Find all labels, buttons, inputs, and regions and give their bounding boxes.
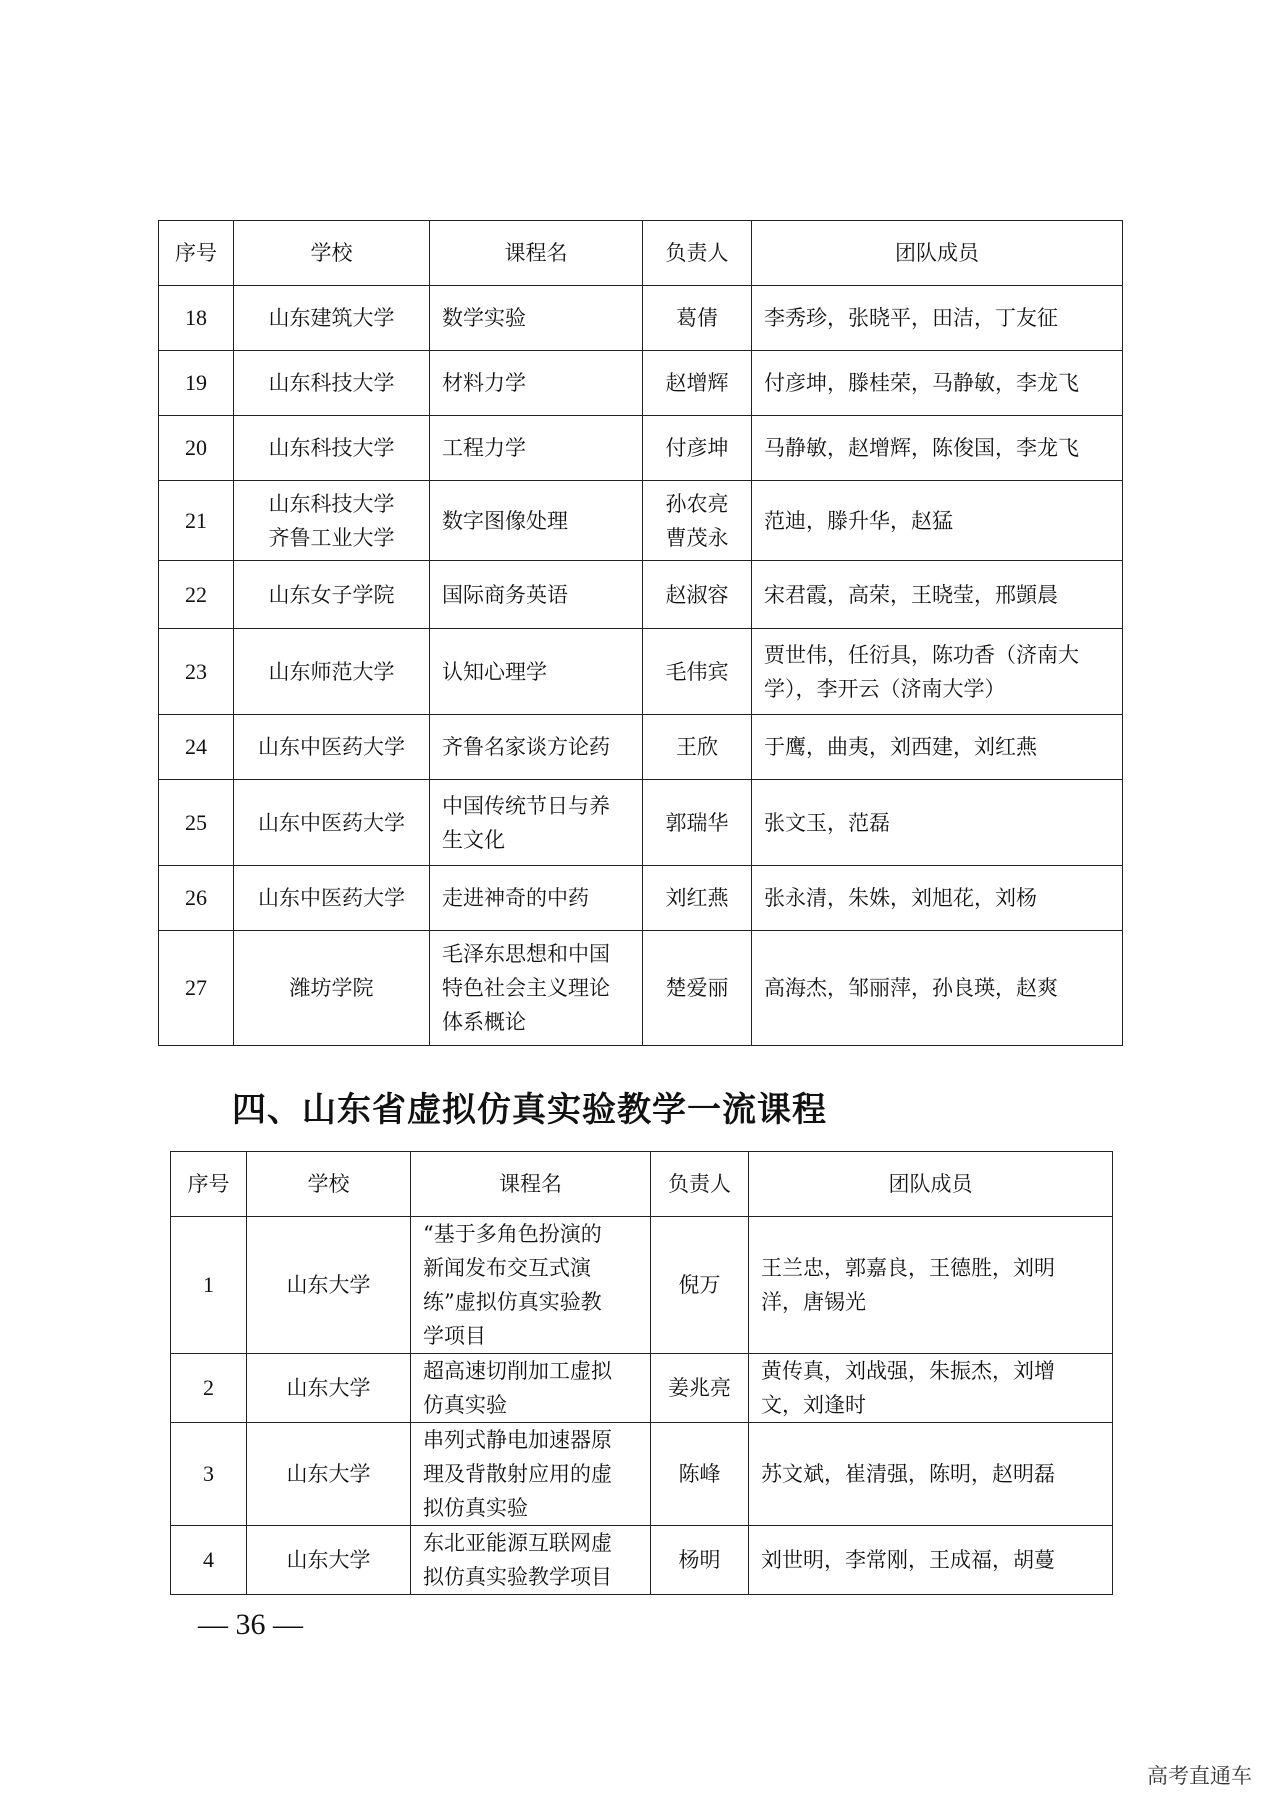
cell-leader-line: 杨明 [678, 1548, 721, 1572]
cell-school-line: 山东大学 [286, 1462, 371, 1486]
cell-course-line: 国际商务英语 [442, 582, 568, 607]
header-index: 序号 [171, 1152, 247, 1217]
cell-course-line: 练”虚拟仿真实验教 [423, 1290, 602, 1314]
cell-members [749, 1354, 1113, 1423]
cell-index: 27 [159, 931, 234, 1046]
cell-course [430, 286, 643, 351]
cell-course-line: 拟仿真实验教学项目 [423, 1565, 612, 1589]
cell-school [247, 1423, 411, 1526]
table-row [171, 1526, 1113, 1595]
cell-leader [643, 715, 752, 780]
cell-leader-line: 王欣 [676, 735, 718, 759]
cell-members-line: 张文玉，范磊 [764, 810, 890, 835]
table-row [159, 866, 1123, 931]
table-body [159, 286, 1123, 1046]
header-members: 团队成员 [749, 1152, 1113, 1217]
cell-course [411, 1526, 651, 1595]
cell-index: 3 [171, 1423, 247, 1526]
cell-course [411, 1354, 651, 1423]
cell-members-line: 付彦坤，滕桂荣，马静敏，李龙飞 [764, 371, 1079, 395]
cell-index: 23 [159, 629, 234, 715]
table-row [159, 286, 1123, 351]
cell-school-line: 山东师范大学 [268, 659, 395, 684]
cell-course-line: 认知心理学 [442, 659, 547, 684]
cell-leader-line: 刘红燕 [665, 886, 729, 910]
cell-leader-line: 曹茂永 [665, 525, 729, 550]
cell-school [234, 351, 430, 416]
cell-leader-line: 倪万 [678, 1273, 721, 1297]
cell-leader [651, 1423, 749, 1526]
cell-members-line: 学），李开云（济南大学） [764, 676, 1006, 701]
cell-school [234, 481, 430, 561]
header-index: 序号 [159, 221, 234, 286]
cell-members [752, 931, 1123, 1046]
cell-course-line: 材料力学 [442, 371, 526, 395]
cell-index: 24 [159, 715, 234, 780]
table-row [159, 715, 1123, 780]
watermark: 高考直通车 [1147, 1764, 1252, 1788]
cell-school [247, 1526, 411, 1595]
table-row [159, 780, 1123, 866]
cell-leader-line: 陈峰 [678, 1462, 721, 1486]
cell-course-line: 齐鲁名家谈方论药 [442, 735, 610, 759]
cell-members-line: 张永清，朱姝，刘旭花，刘杨 [764, 886, 1037, 910]
cell-course-line: 仿真实验 [423, 1393, 507, 1417]
cell-members-line: 李秀珍，张晓平，田洁，丁友征 [764, 306, 1058, 330]
cell-course-line: 中国传统节日与养 [442, 793, 610, 818]
header-school: 学校 [247, 1152, 411, 1217]
cell-school-line: 山东中医药大学 [258, 886, 405, 910]
cell-members-line: 王兰忠，郭嘉良，王德胜，刘明 [761, 1256, 1055, 1280]
virtual-simulation-course-table [170, 1151, 1113, 1595]
cell-leader [643, 931, 752, 1046]
cell-members-line: 文，刘逢时 [761, 1393, 866, 1417]
table-row [159, 481, 1123, 561]
cell-leader-line: 付彦坤 [665, 436, 729, 460]
cell-course [430, 481, 643, 561]
header-school: 学校 [234, 221, 430, 286]
table-row [171, 1354, 1113, 1423]
cell-members [752, 351, 1123, 416]
cell-school-line: 山东建筑大学 [268, 306, 395, 330]
cell-index: 4 [171, 1526, 247, 1595]
cell-school [234, 629, 430, 715]
cell-members [752, 780, 1123, 866]
cell-index: 26 [159, 866, 234, 931]
header-leader: 负责人 [651, 1152, 749, 1217]
cell-school [234, 286, 430, 351]
cell-members-line: 苏文斌，崔清强，陈明，赵明磊 [761, 1462, 1055, 1486]
cell-school-line: 山东大学 [286, 1548, 371, 1572]
header-leader: 负责人 [643, 221, 752, 286]
cell-school [247, 1354, 411, 1423]
cell-school [234, 931, 430, 1046]
table-row [159, 629, 1123, 715]
cell-members [752, 866, 1123, 931]
cell-course-line: 走进神奇的中药 [442, 886, 589, 910]
cell-course-line: 拟仿真实验 [423, 1496, 528, 1520]
cell-leader-line: 楚爱丽 [665, 976, 729, 1000]
cell-leader [643, 481, 752, 561]
page-number: — 36 — [198, 1608, 303, 1641]
cell-course [430, 715, 643, 780]
table-row [171, 1423, 1113, 1526]
cell-school-line: 山东科技大学 [268, 436, 395, 460]
cell-leader-line: 毛伟宾 [665, 659, 729, 684]
table-row [171, 1217, 1113, 1354]
cell-leader [643, 561, 752, 629]
header-course: 课程名 [430, 221, 643, 286]
cell-course-line: 特色社会主义理论 [442, 976, 610, 1000]
cell-leader-line: 孙农亮 [665, 491, 729, 516]
cell-leader [643, 286, 752, 351]
cell-leader [643, 351, 752, 416]
cell-leader [651, 1217, 749, 1354]
cell-course-line: 数字图像处理 [442, 508, 568, 533]
cell-leader-line: 葛倩 [676, 306, 718, 330]
cell-members-line: 高海杰，邹丽萍，孙良瑛，赵爽 [764, 976, 1058, 1000]
cell-members-line: 马静敏，赵增辉，陈俊国，李龙飞 [764, 436, 1079, 460]
cell-school [247, 1217, 411, 1354]
cell-course [430, 561, 643, 629]
cell-course [411, 1217, 651, 1354]
cell-index: 1 [171, 1217, 247, 1354]
cell-leader [643, 416, 752, 481]
cell-course [430, 780, 643, 866]
cell-course-line: 串列式静电加速器原 [423, 1428, 612, 1452]
table-body [171, 1217, 1113, 1595]
cell-members [749, 1423, 1113, 1526]
cell-leader-line: 姜兆亮 [668, 1376, 731, 1400]
cell-index: 20 [159, 416, 234, 481]
cell-course [430, 931, 643, 1046]
table-row [159, 561, 1123, 629]
cell-course-line: 工程力学 [442, 436, 526, 460]
cell-index: 18 [159, 286, 234, 351]
cell-course [430, 629, 643, 715]
cell-leader [643, 866, 752, 931]
cell-course [430, 416, 643, 481]
cell-school-line: 山东科技大学 [268, 491, 395, 516]
cell-leader [643, 629, 752, 715]
cell-school-line: 山东中医药大学 [258, 735, 405, 759]
cell-index: 25 [159, 780, 234, 866]
cell-leader [643, 780, 752, 866]
cell-members [752, 715, 1123, 780]
cell-course-line: 体系概论 [442, 1010, 526, 1034]
cell-course-line: 学项目 [423, 1324, 486, 1348]
course-table-part3 [158, 220, 1123, 1046]
header-members: 团队成员 [752, 221, 1123, 286]
cell-index: 22 [159, 561, 234, 629]
cell-school-line: 山东科技大学 [268, 371, 395, 395]
cell-course-line: 毛泽东思想和中国 [442, 942, 610, 966]
cell-course-line: “基于多角色扮演的 [423, 1222, 602, 1246]
cell-course [411, 1423, 651, 1526]
cell-members [752, 481, 1123, 561]
cell-index: 21 [159, 481, 234, 561]
table-row [159, 416, 1123, 481]
table-row [159, 931, 1123, 1046]
cell-members-line: 贾世伟，任衍具，陈功香（济南大 [764, 642, 1079, 667]
cell-course-line: 新闻发布交互式演 [423, 1256, 591, 1280]
cell-members-line: 于鹰，曲夷，刘西建，刘红燕 [764, 735, 1037, 759]
cell-members [749, 1217, 1113, 1354]
table-header-row [159, 221, 1123, 286]
cell-leader [651, 1526, 749, 1595]
cell-course-line: 理及背散射应用的虚 [423, 1462, 612, 1486]
cell-course [430, 866, 643, 931]
cell-members [752, 286, 1123, 351]
cell-school-line: 山东大学 [286, 1376, 371, 1400]
cell-leader [651, 1354, 749, 1423]
cell-leader-line: 郭瑞华 [665, 810, 729, 835]
cell-course-line: 超高速切削加工虚拟 [423, 1359, 612, 1383]
cell-school-line: 山东中医药大学 [258, 810, 405, 835]
cell-members [752, 629, 1123, 715]
cell-index: 19 [159, 351, 234, 416]
cell-course [430, 351, 643, 416]
cell-school [234, 715, 430, 780]
cell-index: 2 [171, 1354, 247, 1423]
cell-members [749, 1526, 1113, 1595]
cell-members-line: 范迪，滕升华，赵猛 [764, 508, 953, 533]
section-heading: 四、山东省虚拟仿真实验教学一流课程 [232, 1090, 827, 1130]
cell-members-line: 洋，唐锡光 [761, 1290, 866, 1314]
cell-course-line: 东北亚能源互联网虚 [423, 1531, 612, 1555]
cell-members [752, 416, 1123, 481]
cell-members-line: 刘世明，李常刚，王成福，胡蔓 [761, 1548, 1055, 1572]
header-course: 课程名 [411, 1152, 651, 1217]
cell-school-line: 山东大学 [286, 1273, 371, 1297]
cell-members [752, 561, 1123, 629]
cell-school-line: 齐鲁工业大学 [268, 525, 395, 550]
table-row [159, 351, 1123, 416]
cell-leader-line: 赵淑容 [665, 582, 729, 607]
cell-course-line: 生文化 [442, 827, 505, 852]
table-header-row [171, 1152, 1113, 1217]
cell-school [234, 866, 430, 931]
cell-course-line: 数学实验 [442, 306, 526, 330]
cell-members-line: 宋君霞，高荣，王晓莹，邢顗晨 [764, 582, 1058, 607]
cell-school-line: 山东女子学院 [268, 582, 395, 607]
cell-school-line: 潍坊学院 [289, 976, 374, 1000]
cell-school [234, 780, 430, 866]
cell-members-line: 黄传真，刘战强，朱振杰，刘增 [761, 1359, 1055, 1383]
cell-school [234, 416, 430, 481]
cell-leader-line: 赵增辉 [665, 371, 729, 395]
cell-school [234, 561, 430, 629]
